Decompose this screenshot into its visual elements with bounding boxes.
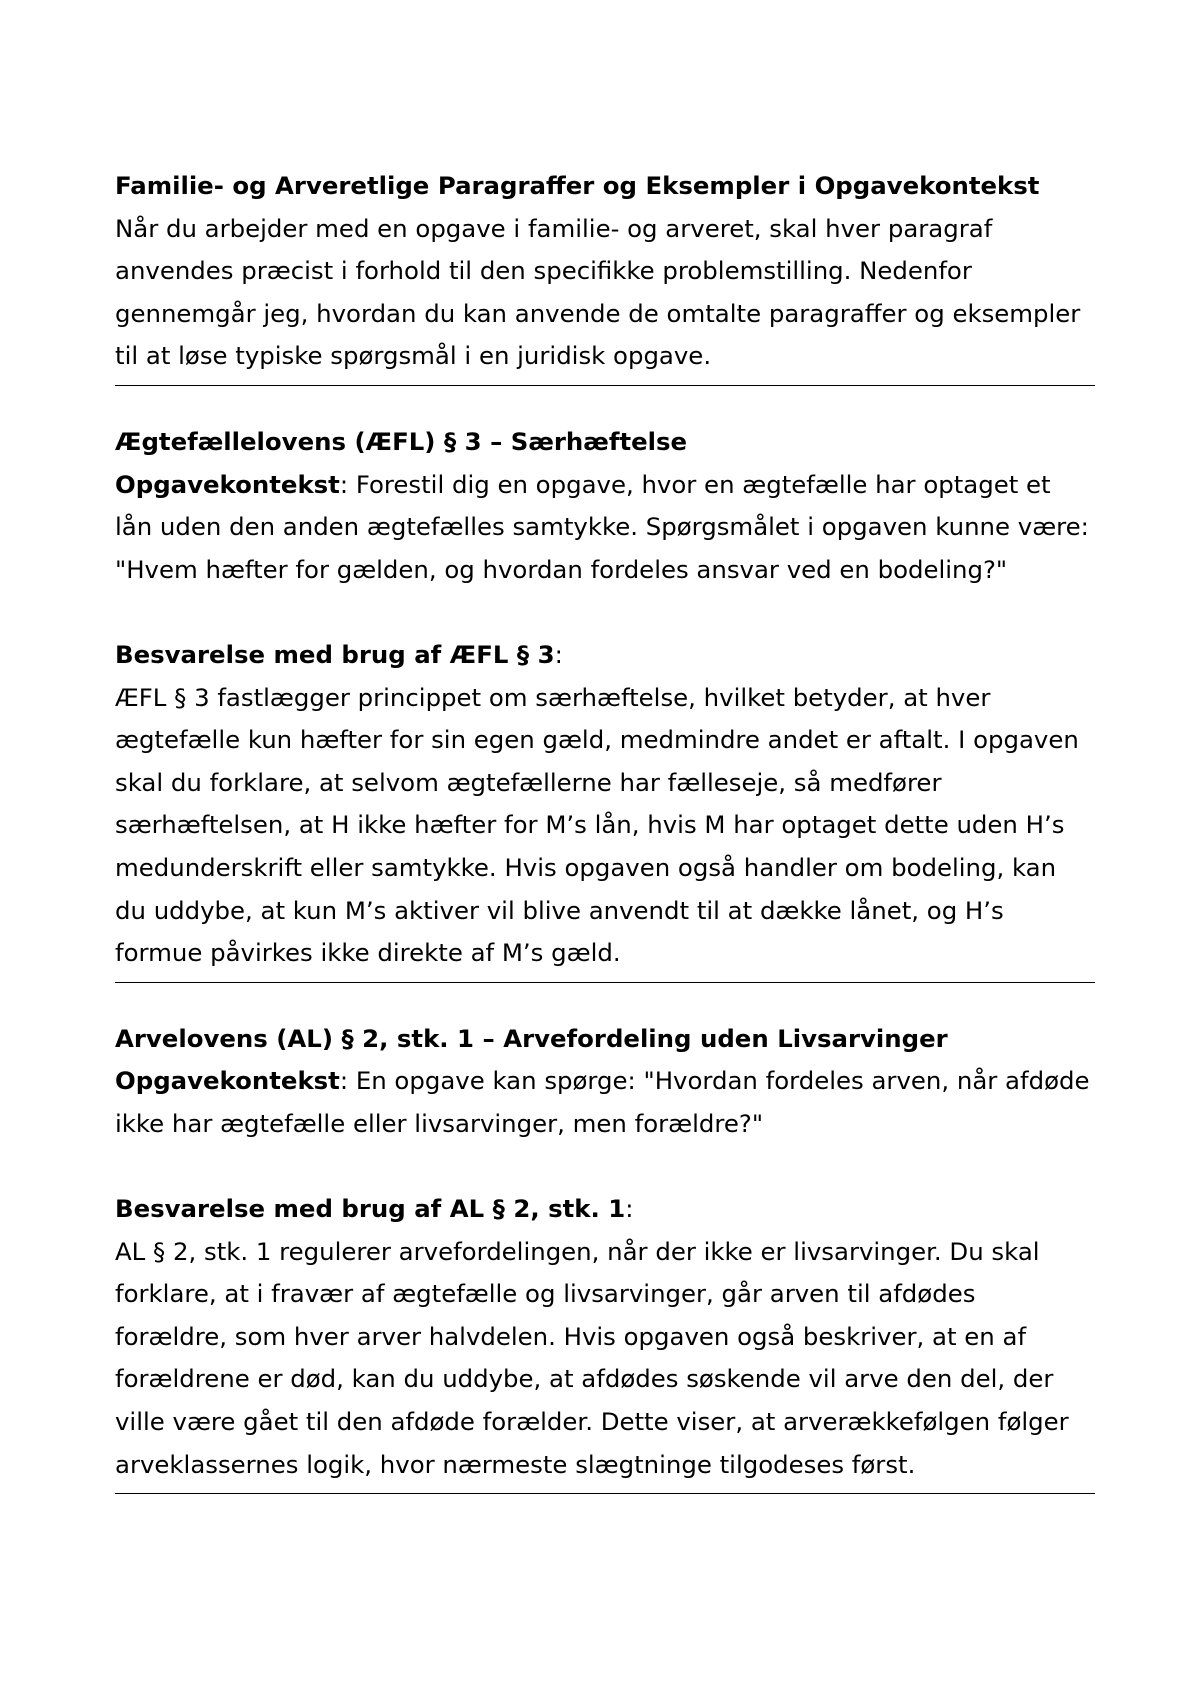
intro-line-2: anvendes præcist i forhold til den specifikke problemstilling. Nedenfor (115, 256, 972, 286)
answer-line: forældre, som hver arver halvdelen. Hvis opgaven også beskriver, at en af (115, 1321, 1027, 1351)
intro-line-4: til at løse typiske spørgsmål i en juridisk opgave. (115, 341, 712, 371)
context-line-al: Opgavekontekst: En opgave kan spørge: "Hvordan fordeles arven, når afdøde (115, 1066, 1090, 1096)
answer-line: ville være gået til den afdøde forælder. Dette viser, at arverækkefølgen følger (115, 1407, 1069, 1437)
context-label: Opgavekontekst (115, 1066, 340, 1096)
section-heading-aefl: Ægtefællelovens (ÆFL) § 3 – Særhæftelse (115, 426, 688, 456)
answer-line: særhæftelsen, at H ikke hæfter for M’s lån, hvis M har optaget dette uden H’s (115, 810, 1065, 840)
answer-heading-aefl: Besvarelse med brug af ÆFL § 3: (115, 639, 563, 669)
answer-line: arveklassernes logik, hvor nærmeste slægtninge tilgodeses først. (115, 1449, 916, 1479)
document-title: Familie- og Arveretlige Paragraffer og Eksempler i Opgavekontekst (115, 171, 1040, 200)
answer-line: formue påvirkes ikke direkte af M’s gæld. (115, 938, 621, 968)
intro-line-1: Når du arbejder med en opgave i familie- og arveret, skal hver paragraf (115, 213, 993, 243)
answer-line: ÆFL § 3 fastlægger princippet om særhæftelse, hvilket betyder, at hver (115, 682, 991, 712)
intro-line-3: gennemgår jeg, hvordan du kan anvende de omtalte paragraffer og eksempler (115, 298, 1081, 328)
answer-line: medunderskrift eller samtykke. Hvis opgaven også handler om bodeling, kan (115, 852, 1057, 882)
section-heading-al: Arvelovens (AL) § 2, stk. 1 – Arvefordeling uden Livsarvinger (115, 1023, 948, 1053)
context-line-al-2: ikke har ægtefælle eller livsarvinger, men forældre?" (115, 1108, 764, 1138)
answer-line: forældrene er død, kan du uddybe, at afdødes søskende vil arve den del, der (115, 1364, 1054, 1394)
answer-line: AL § 2, stk. 1 regulerer arvefordelingen, når der ikke er livsarvinger. Du skal (115, 1236, 1040, 1266)
answer-heading-al: Besvarelse med brug af AL § 2, stk. 1: (115, 1194, 634, 1224)
answer-line: forklare, at i fravær af ægtefælle og livsarvinger, går arven til afdødes (115, 1279, 976, 1309)
answer-line: du uddybe, at kun M’s aktiver vil blive anvendt til at dække lånet, og H’s (115, 895, 1004, 925)
section-divider (115, 1493, 1095, 1494)
answer-line: ægtefælle kun hæfter for sin egen gæld, medmindre andet er aftalt. I opgaven (115, 725, 1079, 755)
document-page (115, 165, 1095, 1494)
answer-line: skal du forklare, at selvom ægtefællerne har fælleseje, så medfører (115, 767, 942, 797)
context-line-aefl: Opgavekontekst: Forestil dig en opgave, hvor en ægtefælle har optaget et (115, 469, 1051, 499)
context-line-aefl-3: "Hvem hæfter for gælden, og hvordan fordeles ansvar ved en bodeling?" (115, 554, 1008, 584)
context-line-aefl-2: lån uden den anden ægtefælles samtykke. Spørgsmålet i opgaven kunne være: (115, 512, 1089, 542)
context-label: Opgavekontekst (115, 469, 340, 499)
